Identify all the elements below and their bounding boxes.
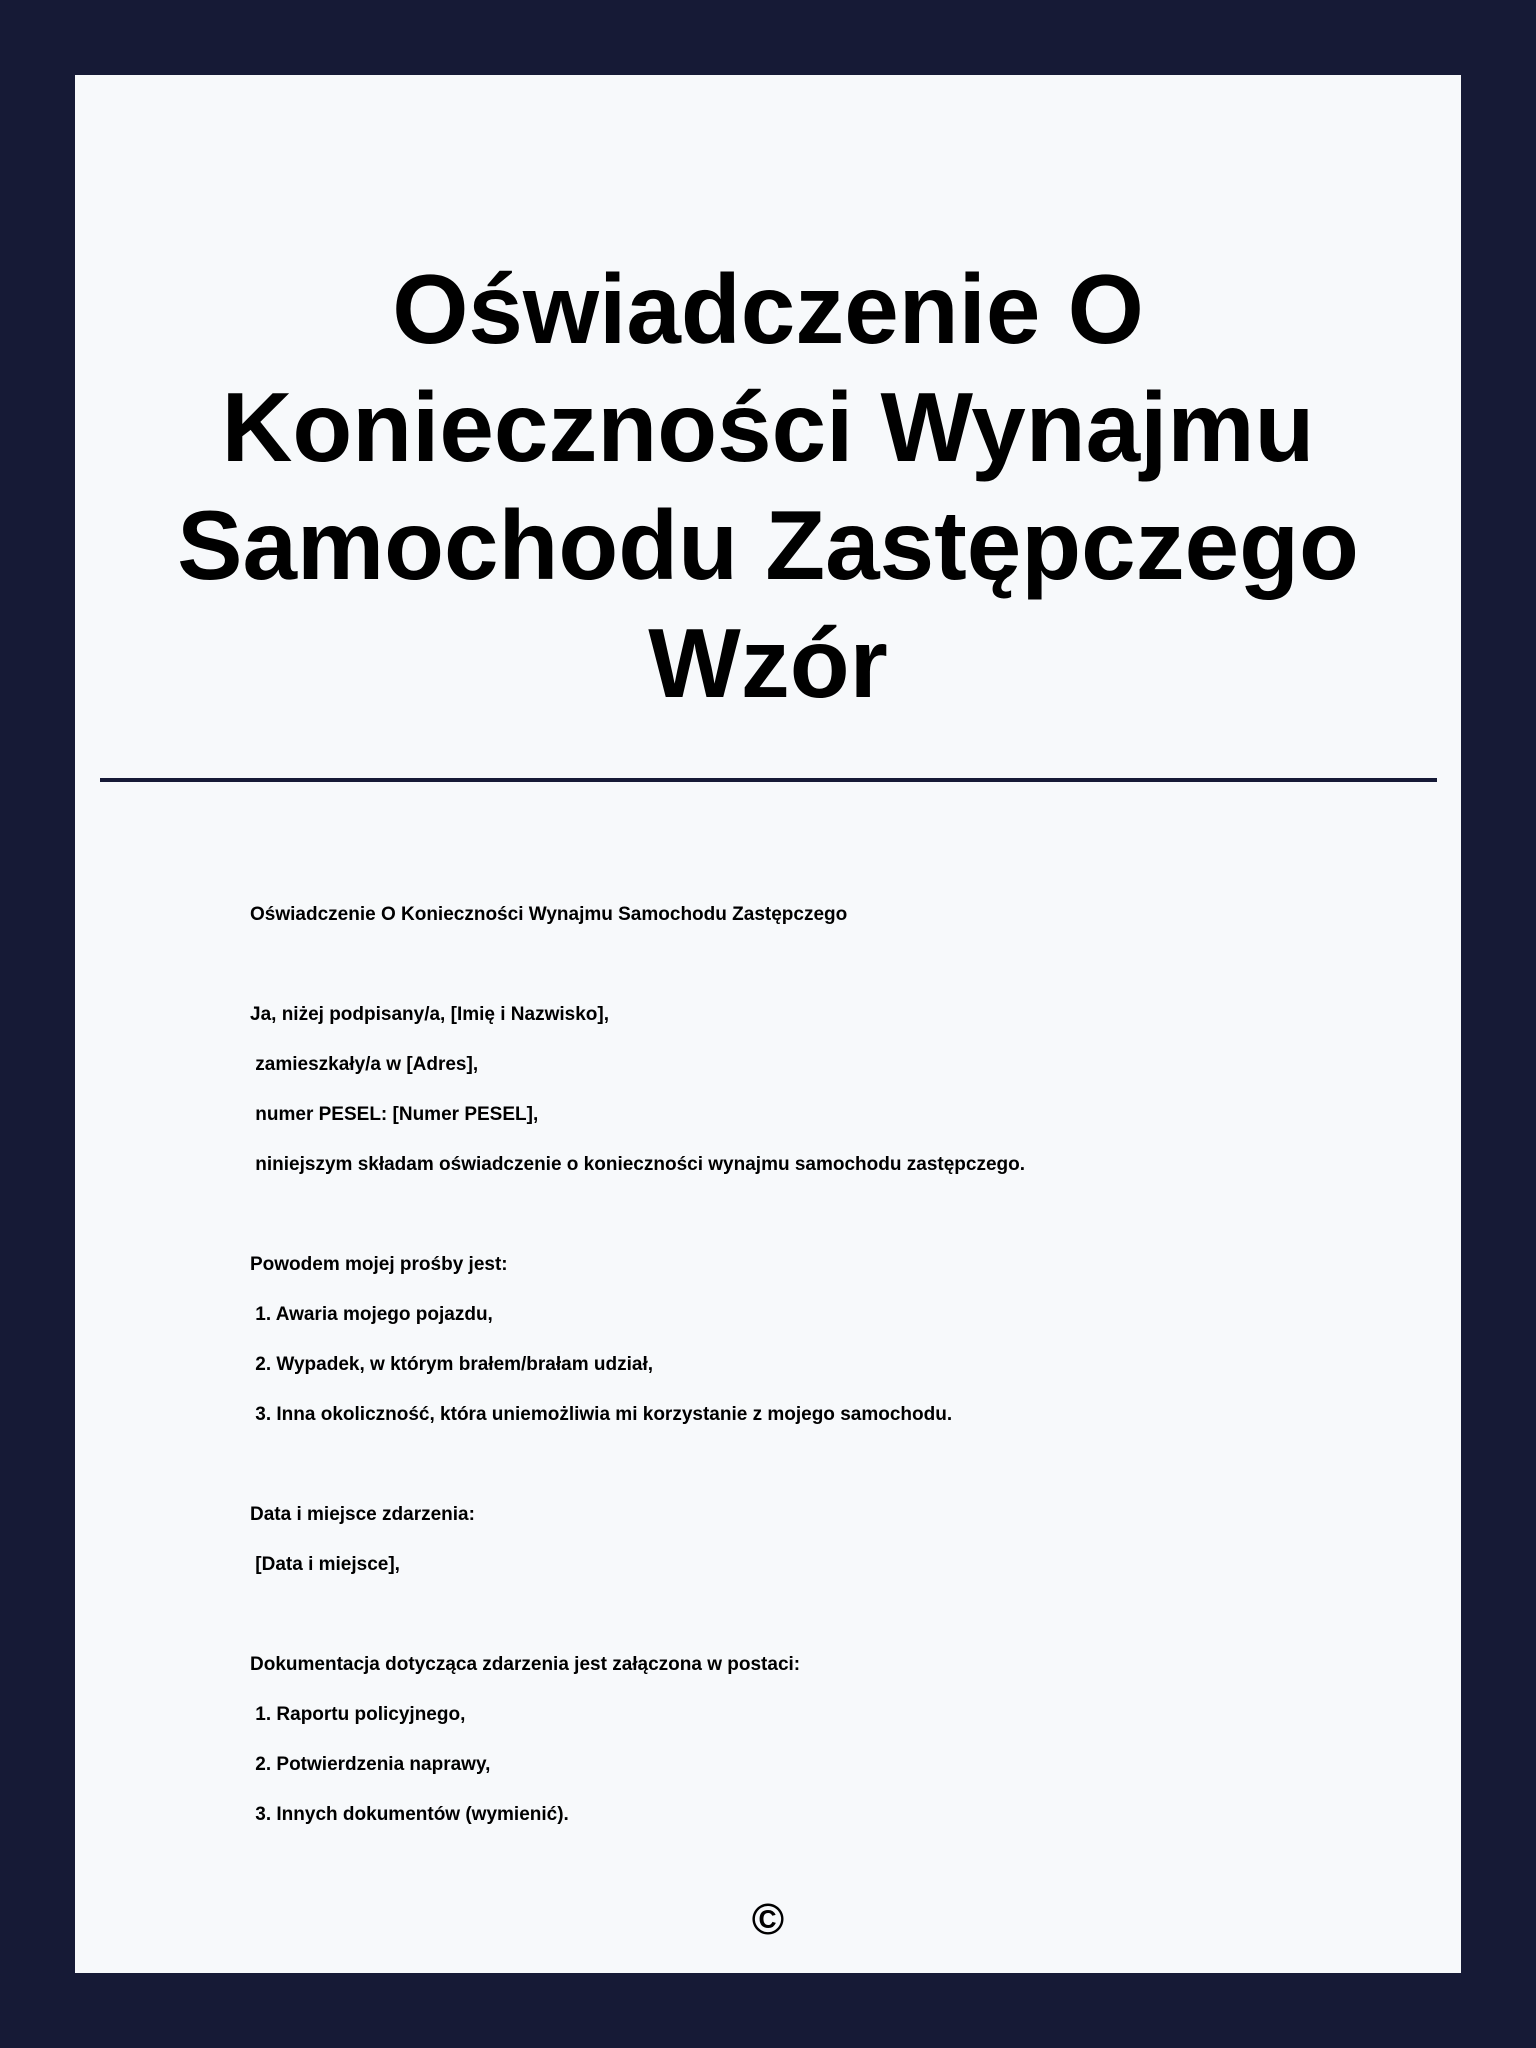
documentation-label: Dokumentacja dotycząca zdarzenia jest załączona w postaci: — [250, 1654, 801, 1675]
reason-label: Powodem mojej prośby jest: — [250, 1254, 508, 1275]
list-item: 1. Awaria mojego pojazdu, — [250, 1304, 493, 1325]
list-item: 3. Innych dokumentów (wymienić). — [250, 1804, 569, 1825]
list-item: 2. Potwierdzenia naprawy, — [250, 1754, 491, 1775]
list-item: 3. Inna okoliczność, która uniemożliwia mi korzystanie z mojego samochodu. — [250, 1404, 953, 1425]
body-heading: Oświadczenie O Konieczności Wynajmu Samochodu Zastępczego — [250, 904, 848, 925]
intro-line-pesel: numer PESEL: [Numer PESEL], — [250, 1104, 539, 1125]
intro-line-name: Ja, niżej podpisany/a, [Imię i Nazwisko], — [250, 1004, 609, 1025]
spacer — [250, 1440, 1361, 1490]
list-item: 2. Wypadek, w którym brałem/brałam udział, — [250, 1354, 654, 1375]
intro-line-statement: niniejszym składam oświadczenie o konieczności wynajmu samochodu zastępczego. — [250, 1154, 1026, 1175]
document-body — [250, 890, 1361, 1840]
event-label: Data i miejsce zdarzenia: — [250, 1504, 475, 1525]
document-title: Oświadczenie O Konieczności Wynajmu Samochodu Zastępczego Wzór — [177, 254, 1359, 718]
title-divider — [100, 778, 1437, 782]
spacer — [250, 1590, 1361, 1640]
event-value: [Data i miejsce], — [250, 1554, 400, 1575]
spacer — [250, 940, 1361, 990]
list-item: 1. Raportu policyjnego, — [250, 1704, 466, 1725]
spacer — [250, 1190, 1361, 1240]
intro-line-address: zamieszkały/a w [Adres], — [250, 1054, 479, 1075]
document-page — [75, 75, 1461, 1973]
copyright-icon: © — [751, 1895, 785, 1944]
